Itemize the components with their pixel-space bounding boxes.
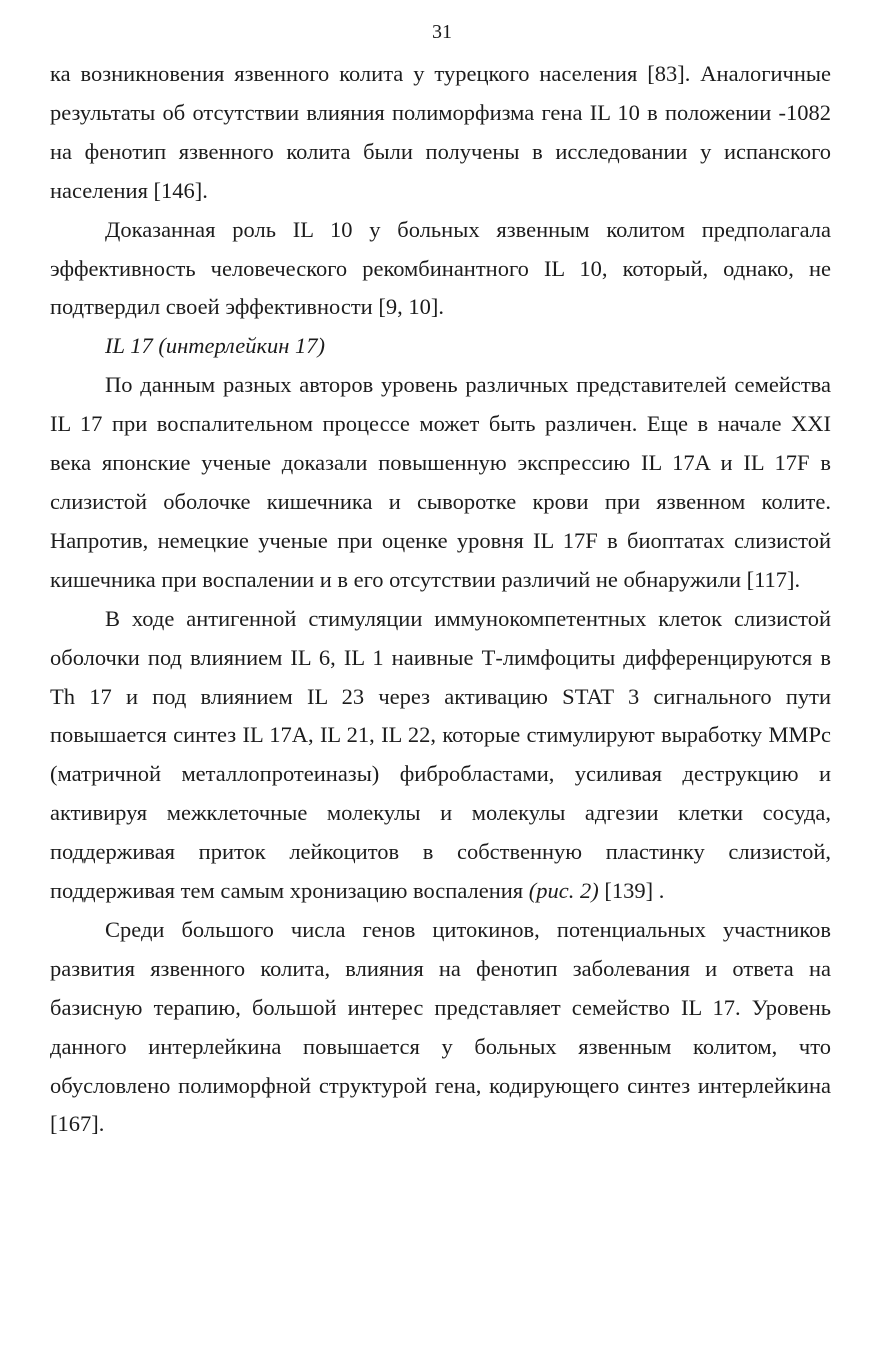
figure-reference: (рис. 2) bbox=[528, 878, 599, 904]
paragraph-3: По данным разных авторов уровень различных представителей семейства IL 17 при воспалительном процессе может быть различен. Еще в начале XXI века японские ученые доказали повышенную экспрессию IL 17A и IL 17F в слизистой оболочке кишечника и сыворотке крови при язвенном колите. Напротив, немецкие ученые при оценке уровня IL 17F в биоптатах слизистой кишечника при воспалении и в его отсутствии различий не обнаружили [117]. bbox=[50, 372, 831, 592]
paragraph-4 bbox=[50, 600, 831, 911]
paragraph-4-citation: [139] . bbox=[598, 878, 665, 904]
section-heading: IL 17 (интерлейкин 17) bbox=[105, 333, 326, 359]
paragraph-5: Среди большого числа генов цитокинов, потенциальных участников развития язвенного колита, влияния на фенотип заболевания и ответа на базисную терапию, большой интерес представляет семейство IL 17. Уровень данного интерлейкина повышается у больных язвенным колитом, что обусловлено полиморфной структурой гена, кодирующего синтез интерлейкина [167]. bbox=[50, 916, 831, 1137]
body-text bbox=[50, 55, 831, 1144]
page-number: 31 bbox=[432, 21, 452, 43]
paragraph-2: Доказанная роль IL 10 у больных язвенным колитом предполагала эффективность человеческого рекомбинантного IL 10, который, однако, не подтвердил своей эффективности [9, 10]. bbox=[50, 216, 831, 320]
paragraph-4-text: В ходе антигенной стимуляции иммунокомпетентных клеток слизистой оболочки под влиянием IL 6, IL 1 наивные Т-лимфоциты дифференцируются в Th 17 и под влиянием IL 23 через активацию STAT 3 сигнального пути повышается синтез IL 17A, IL 21, IL 22, которые стимулируют выработку MMPc (матричной металлопротеиназы) фибробластами, усиливая деструкцию и активируя межклеточные молекулы и молекулы адгезии клетки сосуда, поддерживая приток лейкоцитов в собственную пластинку слизистой, поддерживая тем самым хронизацию воспаления bbox=[50, 605, 831, 904]
paragraph-1: ка возникновения язвенного колита у турецкого населения [83]. Аналогичные результаты об отсутствии влияния полиморфизма гена IL 10 в положении -1082 на фенотип язвенного колита были получены в исследовании у испанского населения [146]. bbox=[50, 61, 831, 203]
